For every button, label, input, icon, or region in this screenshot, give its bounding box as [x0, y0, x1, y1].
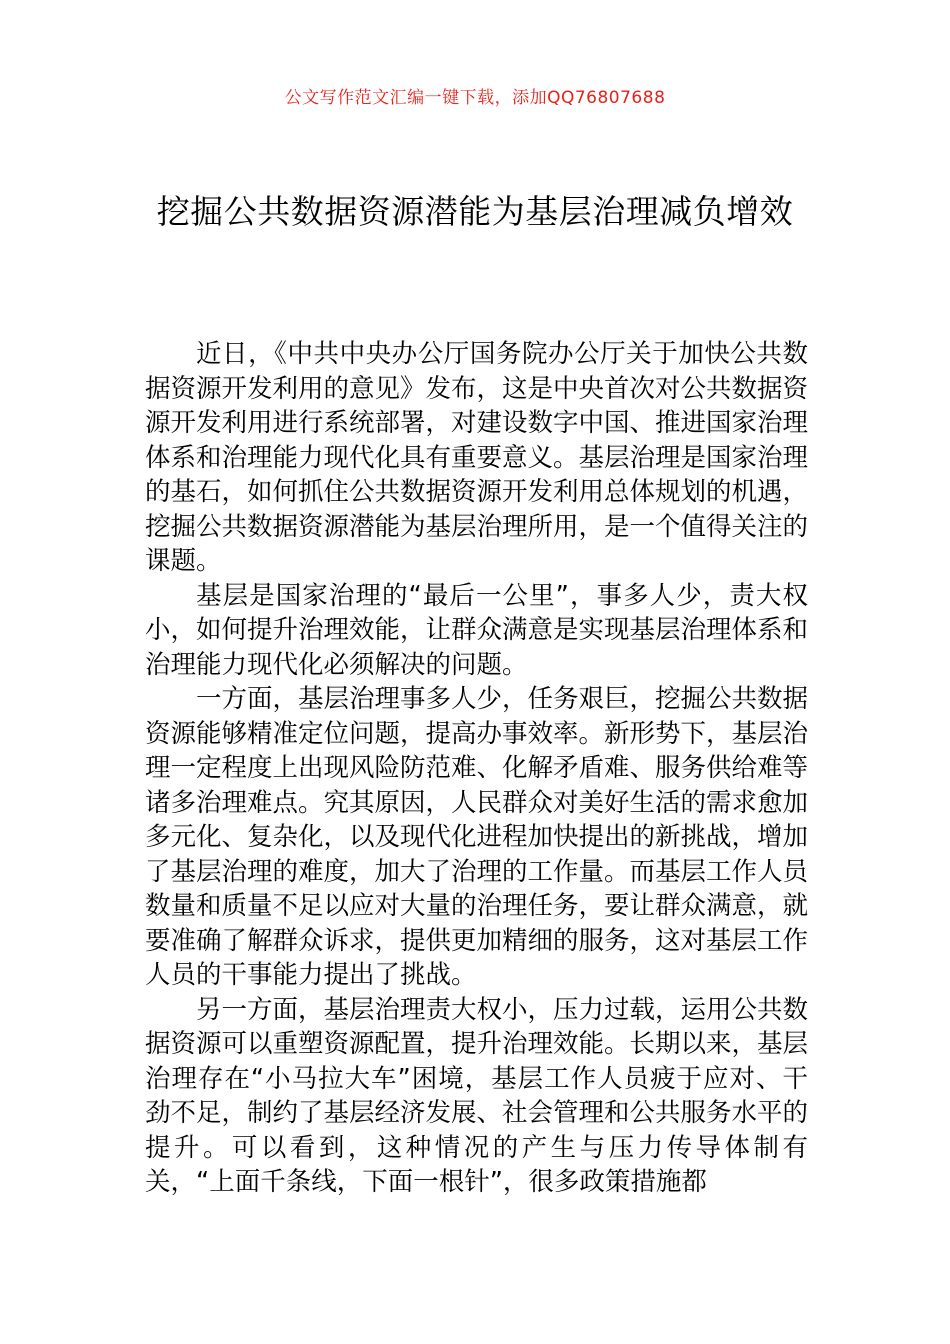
paragraph-1: 近日，《中共中央办公厅国务院办公厅关于加快公共数据资源开发利用的意见》发布，这是中央首次对公共数据资源开发利用进行系统部署，对建设数字中国、推进国家治理体系和治理能力现代化具有重要意义。基层治理是国家治理的基石，如何抓住公共数据资源开发利用总体规划的机遇，挖掘公共数据资源潜能为基层治理所用，是一个值得关注的课题。: [145, 339, 809, 576]
document-title: 挖掘公共数据资源潜能为基层治理减负增效: [156, 192, 794, 231]
header-note: 公文写作范文汇编一键下载，添加QQ76807688: [284, 88, 666, 108]
paragraph-2: 基层是国家治理的“最后一公里”，事多人少，责大权小，如何提升治理效能，让群众满意是实现基层治理体系和治理能力现代化必须解决的问题。: [145, 580, 809, 680]
paragraph-3: 一方面，基层治理事多人少，任务艰巨，挖掘公共数据资源能够精准定位问题，提高办事效率。新形势下，基层治理一定程度上出现风险防范难、化解矛盾难、服务供给难等诸多治理难点。究其原因，人民群众对美好生活的需求愈加多元化、复杂化，以及现代化进程加快提出的新挑战，增加了基层治理的难度，加大了治理的工作量。而基层工作人员数量和质量不足以应对大量的治理任务，要让群众满意，就要准确了解群众诉求，提供更加精细的服务，这对基层工作人员的干事能力提出了挑战。: [145, 684, 809, 990]
paragraph-4: 另一方面，基层治理责大权小，压力过载，运用公共数据资源可以重塑资源配置，提升治理效能。长期以来，基层治理存在“小马拉大车”困境，基层工作人员疲于应对、干劲不足，制约了基层经济发展、社会管理和公共服务水平的提升。可以看到，这种情况的产生与压力传导体制有关，“上面千条线，下面一根针”，很多政策措施都: [145, 994, 809, 1197]
document-body: [145, 337, 808, 1200]
